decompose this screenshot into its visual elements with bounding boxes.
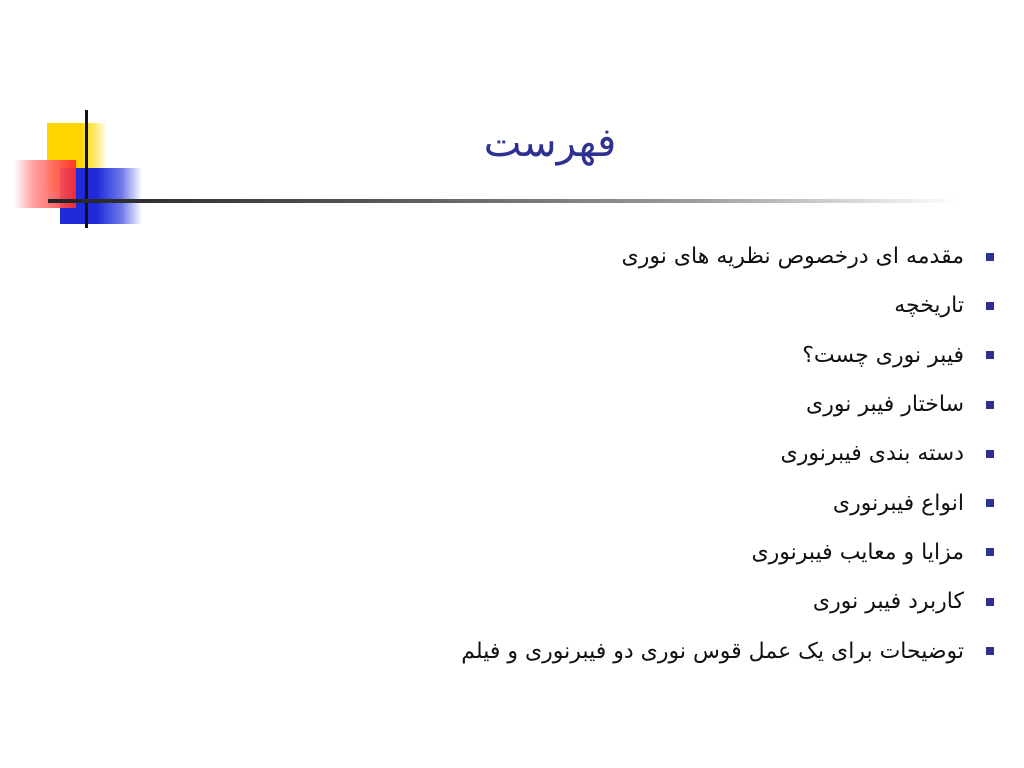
square-bullet-icon [986,401,994,409]
list-item-text: دسته بندی فیبرنوری [780,441,964,467]
list-item [294,380,994,429]
square-bullet-icon [986,548,994,556]
list-item [294,577,994,626]
square-bullet-icon [986,598,994,606]
list-item-text: مزایا و معایب فیبرنوری [751,539,964,565]
list-item [294,232,994,281]
list-item-text: فیبر نوری چست؟ [802,342,964,368]
bullet-list [294,232,994,676]
list-item-text: تاریخچه [894,293,964,319]
list-item-text: کاربرد فیبر نوری [812,589,964,615]
square-bullet-icon [986,302,994,310]
square-bullet-icon [986,253,994,261]
square-bullet-icon [986,450,994,458]
square-bullet-icon [986,647,994,655]
square-bullet-icon [986,499,994,507]
list-item [294,331,994,380]
list-item-text: انواع فیبرنوری [832,490,964,516]
list-item-text: ساختار فیبر نوری [806,392,964,418]
decor-vertical-line [85,110,88,228]
slide-title: فهرست [483,120,617,166]
list-item-text: توضیحات برای یک عمل قوس نوری دو فیبرنوری و فیلم [461,638,964,664]
list-item-text: مقدمه ای درخصوص نظریه های نوری [621,244,964,270]
list-item [294,429,994,478]
title-underline [48,199,960,203]
square-bullet-icon [986,351,994,359]
list-item [294,281,994,330]
list-item [294,478,994,527]
list-item [294,626,994,675]
list-item [294,528,994,577]
